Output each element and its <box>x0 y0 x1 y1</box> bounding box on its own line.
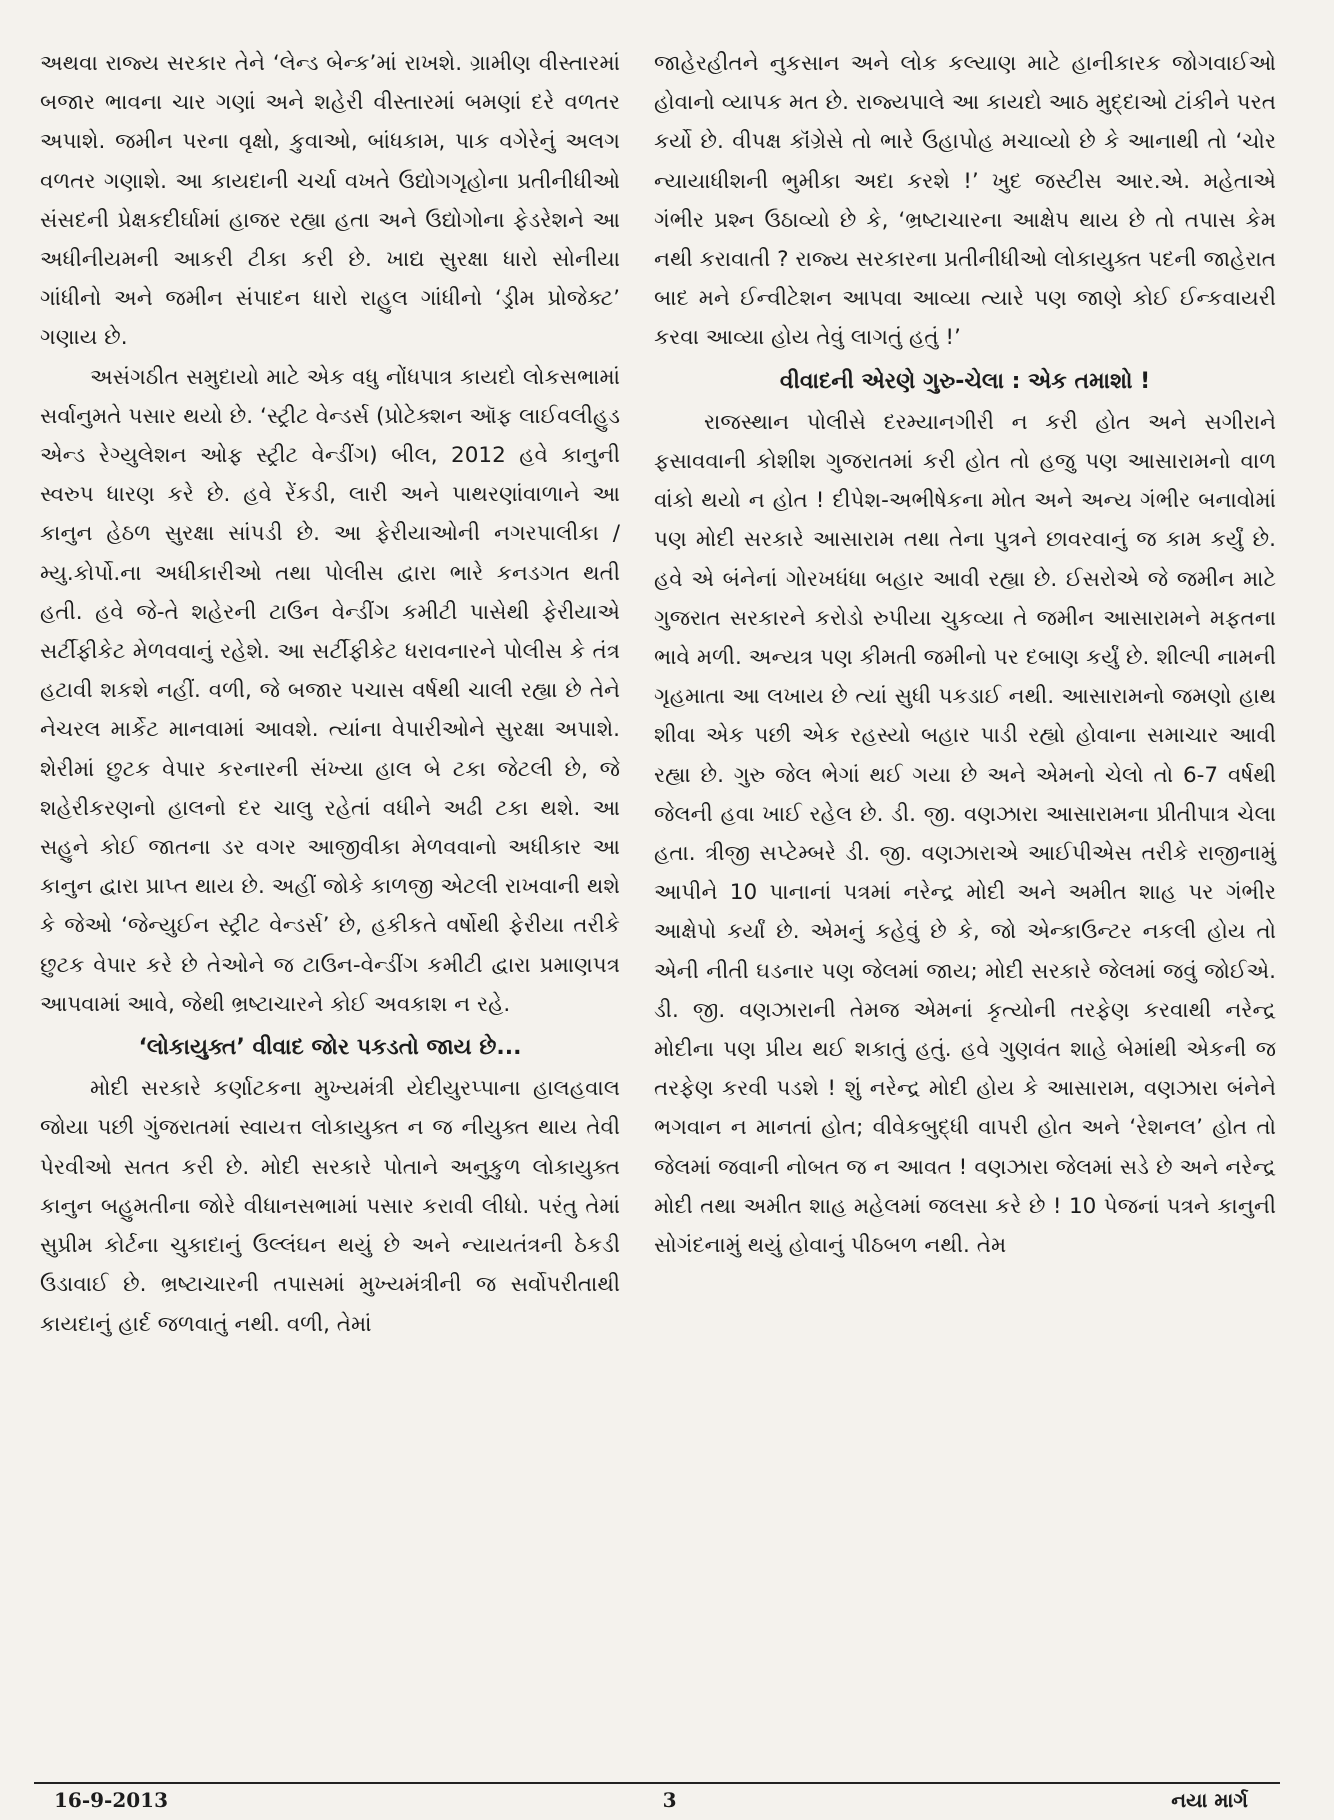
left-paragraph-2: અસંગઠીત સમુદાયો માટે એક વધુ નોંધપાત્ર કાયદો લોકસભામાં સર્વાનુમતે પસાર થયો છે. ‘સ્ટ્રીટ વેન્ડર્સ (પ્રોટેક્શન ઑફ લાઈવલીહુડ એન્ડ રેગ્યુલેશન ઓફ સ્ટ્રીટ વેન્ડીંગ) બીલ, 2012 હવે કાનુની સ્વરુપ ધારણ કરે છે. હવે રેંકડી, લારી અને પાથરણાંવાળાને આ કાનુન હેઠળ સુરક્ષા સાંપડી છે. આ ફેરીયાઓની નગરપાલીકા / મ્યુ.કોર્પો.ના અધીકારીઓ તથા પોલીસ દ્વારા ભારે કનડગત થતી હતી. હવે જે-તે શહેરની ટાઉન વેન્ડીંગ કમીટી પાસેથી ફેરીયાએ સર્ટીફીકેટ મેળવવાનું રહેશે. આ સર્ટીફીકેટ ધરાવનારને પોલીસ કે તંત્ર હટાવી શકશે નહીં. વળી, જે બજાર પચાસ વર્ષથી ચાલી રહ્યા છે તેને નેચરલ માર્કેટ માનવામાં આવશે. ત્યાંના વેપારીઓને સુરક્ષા અપાશે. શેરીમાં છુટક વેપાર કરનારની સંખ્યા હાલ બે ટકા જેટલી છે, જે શહેરીકરણનો હાલનો દર ચાલુ રહેતાં વધીને અઢી ટકા થશે. આ સહુને કોઈ જાતના ડર વગર આજીવીકા મેળવવાનો અધીકાર આ કાનુન દ્વારા પ્રાપ્ત થાય છે. અહીં જોકે કાળજી એટલી રાખવાની થશે કે જેઓ ‘જેન્યુઈન સ્ટ્રીટ વેન્ડર્સ’ છે, હકીકતે વર્ષોથી ફેરીયા તરીકે છુટક વેપાર કરે છે તેઓને જ ટાઉન-વેન્ડીંગ કમીટી દ્વારા પ્રમાણપત્ર આપવામાં આવે, જેથી ભ્રષ્ટાચારને કોઈ અવકાશ ન રહે. <box>40 364 620 1017</box>
left-column <box>40 44 620 1344</box>
footer-page-number: 3 <box>662 1788 677 1812</box>
right-column <box>654 44 1276 1265</box>
right-paragraph-2: રાજસ્થાન પોલીસે દરમ્યાનગીરી ન કરી હોત અને સગીરાને ફસાવવાની કોશીશ ગુજરાતમાં કરી હોત તો હજુ પણ આસારામનો વાળ વાંકો થયો ન હોત ! દીપેશ-અભીષેકના મોત અને અન્ય ગંભીર બનાવોમાં પણ મોદી સરકારે આસારામ તથા તેના પુત્રને છાવરવાનું જ કામ કર્યું છે. હવે એ બંનેનાં ગોરખધંધા બહાર આવી રહ્યા છે. ઈસરોએ જે જમીન માટે ગુજરાત સરકારને કરોડો રુપીયા ચુકવ્યા તે જમીન આસારામને મફતના ભાવે મળી. અન્યત્ર પણ કીમતી જમીનો પર દબાણ કર્યું છે. શીલ્પી નામની ગૃહમાતા આ લખાય છે ત્યાં સુધી પકડાઈ નથી. આસારામનો જમણો હાથ શીવા એક પછી એક રહસ્યો બહાર પાડી રહ્યો હોવાના સમાચાર આવી રહ્યા છે. ગુરુ જેલ ભેગાં થઈ ગયા છે અને એમનો ચેલો તો 6-7 વર્ષથી જેલની હવા ખાઈ રહેલ છે. ડી. જી. વણઝારા આસારામના પ્રીતીપાત્ર ચેલા હતા. ત્રીજી સપ્ટેમ્બરે ડી. જી. વણઝારાએ આઈપીએસ તરીકે રાજીનામું આપીને 10 પાનાનાં પત્રમાં નરેન્દ્ર મોદી અને અમીત શાહ પર ગંભીર આક્ષેપો કર્યાં છે. એમનું કહેવું છે કે, જો એન્કાઉન્ટર નકલી હોય તો એની નીતી ઘડનાર પણ જેલમાં જાય; મોદી સરકારે જેલમાં જવું જોઈએ. ડી. જી. વણઝારાની તેમજ એમનાં કૃત્યોની તરફેણ કરવાથી નરેન્દ્ર મોદીના પણ પ્રીય થઈ શકાતું હતું. હવે ગુણવંત શાહે બેમાંથી એકની જ તરફેણ કરવી પડશે ! શું નરેન્દ્ર મોદી હોય કે આસારામ, વણઝારા બંનેને ભગવાન ન માનતાં હોત; વીવેકબુદ્ધી વાપરી હોત અને ‘રેશનલ’ હોત તો જેલમાં જવાની નોબત જ ન આવત ! વણઝારા જેલમાં સડે છે અને નરેન્દ્ર મોદી તથા અમીત શાહ મહેલમાં જલસા કરે છે ! 10 પેજનાં પત્રને કાનુની સોગંદનામું થયું હોવાનું પીઠબળ નથી. તેમ <box>654 409 1276 1259</box>
footer-divider <box>34 1782 1280 1784</box>
footer-publication-name: નયા માર્ગ <box>1171 1788 1248 1812</box>
page-footer <box>54 1788 1248 1812</box>
section-heading-lokayukta: ‘લોકાયુક્ત’ વીવાદ જોર પકડતો જાય છે... <box>138 1035 522 1061</box>
left-paragraph-1: અથવા રાજ્ય સરકાર તેને ‘લેન્ડ બેન્ક’માં રાખશે. ગ્રામીણ વીસ્તારમાં બજાર ભાવના ચાર ગણાં અને શહેરી વીસ્તારમાં બમણાં દરે વળતર અપાશે. જમીન પરના વૃક્ષો, કુવાઓ, બાંધકામ, પાક વગેરેનું અલગ વળતર ગણાશે. આ કાયદાની ચર્ચા વખતે ઉદ્યોગગૃહોના પ્રતીનીધીઓ સંસદની પ્રેક્ષકદીર્ઘામાં હાજર રહ્યા હતા અને ઉદ્યોગોના ફેડરેશને આ અધીનીયમની આકરી ટીકા કરી છે. ખાદ્ય સુરક્ષા ધારો સોનીયા ગાંધીનો અને જમીન સંપાદન ધારો રાહુલ ગાંધીનો ‘ડ્રીમ પ્રોજેક્ટ’ ગણાય છે. <box>40 51 620 351</box>
footer-date: 16-9-2013 <box>54 1788 169 1812</box>
right-paragraph-1: જાહેરહીતને નુકસાન અને લોક કલ્યાણ માટે હાનીકારક જોગવાઈઓ હોવાનો વ્યાપક મત છે. રાજ્યપાલે આ કાયદો આઠ મુદ્દાઓ ટાંકીને પરત કર્યો છે. વીપક્ષ કૉંગ્રેસે તો ભારે ઉહાપોહ મચાવ્યો છે કે આનાથી તો ‘ચોર ન્યાયાધીશની ભુમીકા અદા કરશે !’ ખુદ જસ્ટીસ આર.એ. મહેતાએ ગંભીર પ્રશ્ન ઉઠાવ્યો છે કે, ‘ભ્રષ્ટાચારના આક્ષેપ થાય છે તો તપાસ કેમ નથી કરાવાતી ? રાજ્ય સરકારના પ્રતીનીધીઓ લોકાયુક્ત પદની જાહેરાત બાદ મને ઈન્વીટેશન આપવા આવ્યા ત્યારે પણ જાણે કોઈ ઈન્કવાયરી કરવા આવ્યા હોય તેવું લાગતું હતું !’ <box>654 51 1276 351</box>
left-paragraph-3: મોદી સરકારે કર્ણાટકના મુખ્યમંત્રી યેદીયુરપ્પાના હાલહવાલ જોયા પછી ગુંજરાતમાં સ્વાયત્ત લોકાયુક્ત ન જ નીયુક્ત થાય તેવી પેરવીઓ સતત કરી છે. મોદી સરકારે પોતાને અનુકુળ લોકાયુક્ત કાનુન બહુમતીના જોરે વીધાનસભામાં પસાર કરાવી લીધો. પરંતુ તેમાં સુપ્રીમ કોર્ટના ચુકાદાનું ઉલ્લંઘન થયું છે અને ન્યાયતંત્રની ઠેકડી ઉડાવાઈ છે. ભ્રષ્ટાચારની તપાસમાં મુખ્યમંત્રીની જ સર્વોપરીતાથી કાયદાનું હાર્દ જળવાતું નથી. વળી, તેમાં <box>40 1076 620 1337</box>
section-heading-guru-chela: વીવાદની એરણે ગુરુ-ચેલા : એક તમાશો ! <box>779 368 1151 394</box>
